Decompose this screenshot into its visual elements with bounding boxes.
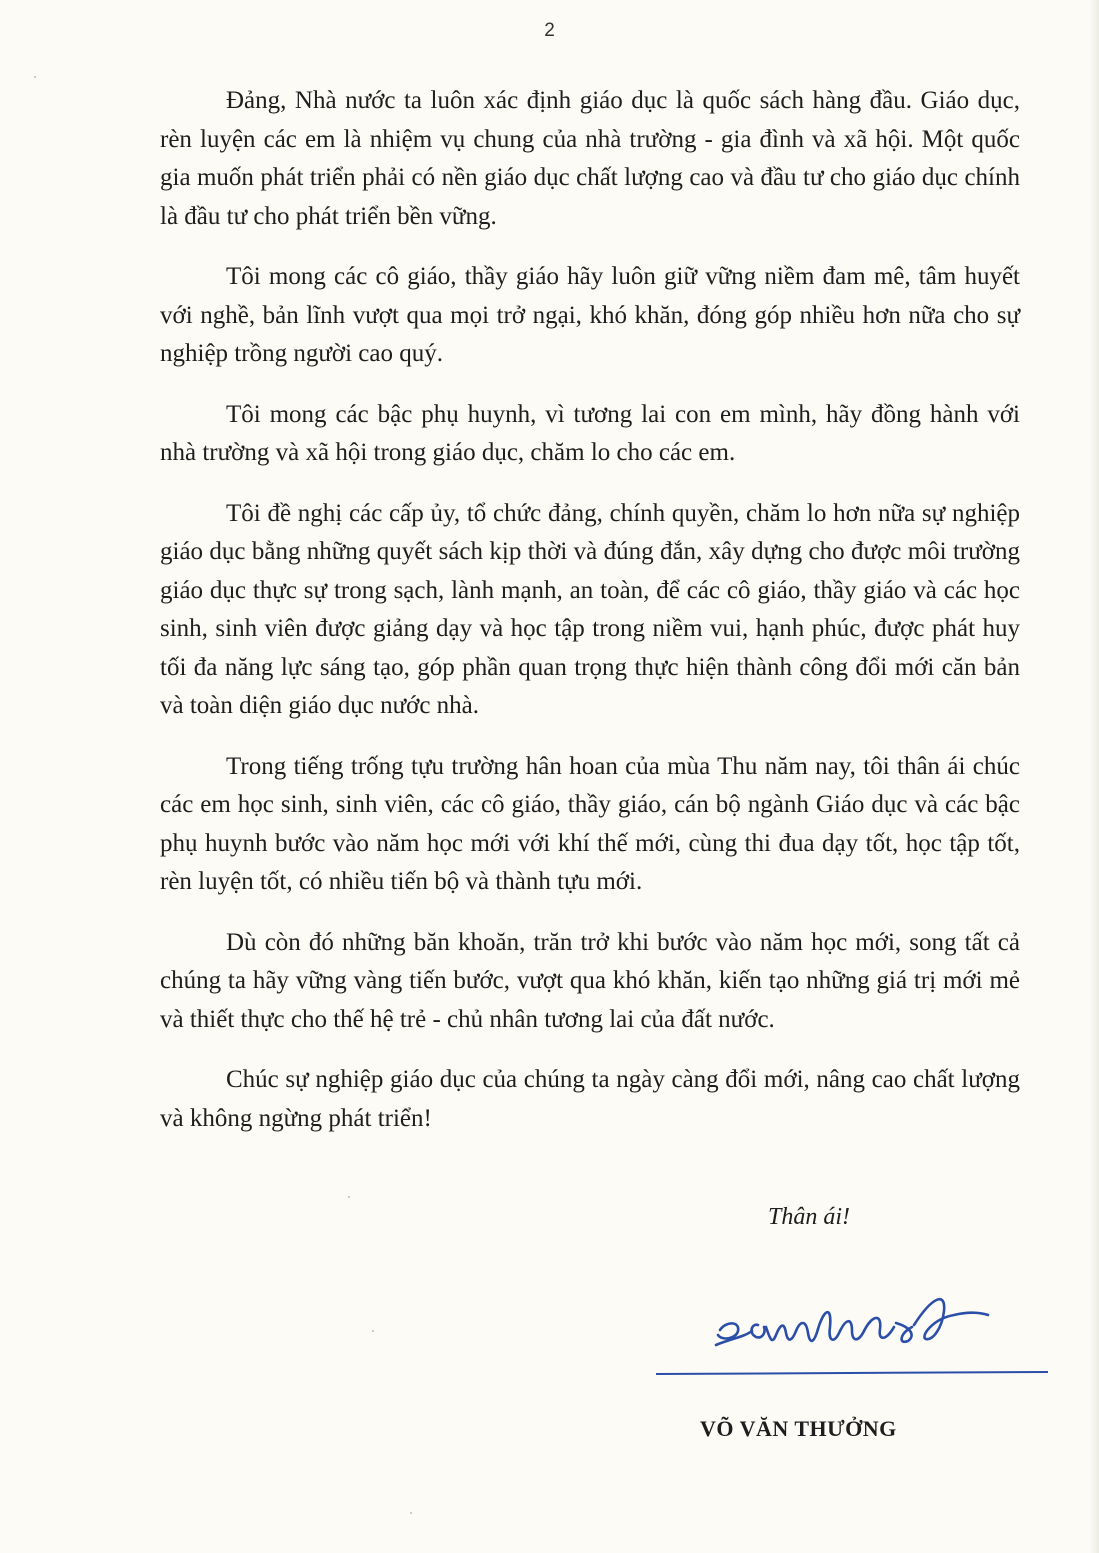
- page-number: 2: [544, 20, 555, 41]
- paragraph-party-committees: Tôi đề nghị các cấp ủy, tổ chức đảng, chính quyền, chăm lo hơn nữa sự nghiệp giáo dục bằng những quyết sách kịp thời và đúng đắn, xây dựng cho được môi trường giáo dục thực sự trong sạch, lành mạnh, an toàn, để các cô giáo, thầy giáo và các học sinh, sinh viên được giảng dạy và học tập trong niềm vui, hạnh phúc, được phát huy tối đa năng lực sáng tạo, góp phần quan trọng thực hiện thành công đổi mới căn bản và toàn diện giáo dục nước nhà.: [160, 499, 1020, 719]
- scan-speck: [34, 76, 36, 78]
- signer-name: VÕ VĂN THƯỞNG: [700, 1416, 897, 1441]
- paragraph-parents: Tôi mong các bậc phụ huynh, vì tương lai con em mình, hãy đồng hành với nhà trường và xã hội trong giáo dục, chăm lo cho các em.: [160, 400, 1020, 466]
- paragraph-teachers: Tôi mong các cô giáo, thầy giáo hãy luôn giữ vững niềm đam mê, tâm huyết với nghề, bản lĩnh vượt qua mọi trở ngại, khó khăn, đóng góp nhiều hơn nữa cho sự nghiệp trồng người cao quý.: [160, 263, 1020, 367]
- scan-speck: [348, 1196, 350, 1198]
- letter-body: [160, 82, 1020, 1160]
- signature-rule: [656, 1371, 1048, 1375]
- closing-salutation: Thân ái!: [768, 1204, 851, 1230]
- scan-speck: [410, 1512, 412, 1514]
- handwritten-signature: [700, 1275, 1010, 1370]
- paragraph-education-policy: Đảng, Nhà nước ta luôn xác định giáo dục là quốc sách hàng đầu. Giáo dục, rèn luyện các em là nhiệm vụ chung của nhà trường - gia đình và xã hội. Một quốc gia muốn phát triển phải có nền giáo dục chất lượng cao và đầu tư cho giáo dục chính là đầu tư cho phát triển bền vững.: [160, 87, 1020, 230]
- page-edge-shadow: [1089, 0, 1099, 1553]
- paragraph-school-year-wishes: Trong tiếng trống tựu trường hân hoan của mùa Thu năm nay, tôi thân ái chúc các em học sinh, sinh viên, các cô giáo, thầy giáo, cán bộ ngành Giáo dục và các bậc phụ huynh bước vào năm học mới với khí thế mới, cùng thi đua dạy tốt, học tập tốt, rèn luyện tốt, có nhiều tiến bộ và thành tựu mới.: [160, 752, 1020, 895]
- paragraph-final-wish: Chúc sự nghiệp giáo dục của chúng ta ngày càng đổi mới, nâng cao chất lượng và không ngừng phát triển!: [160, 1066, 1020, 1132]
- paragraph-steady-progress: Dù còn đó những băn khoăn, trăn trở khi bước vào năm học mới, song tất cả chúng ta hãy vững vàng tiến bước, vượt qua khó khăn, kiến tạo những giá trị mới mẻ và thiết thực cho thế hệ trẻ - chủ nhân tương lai của đất nước.: [160, 928, 1020, 1033]
- scan-speck: [372, 1330, 374, 1332]
